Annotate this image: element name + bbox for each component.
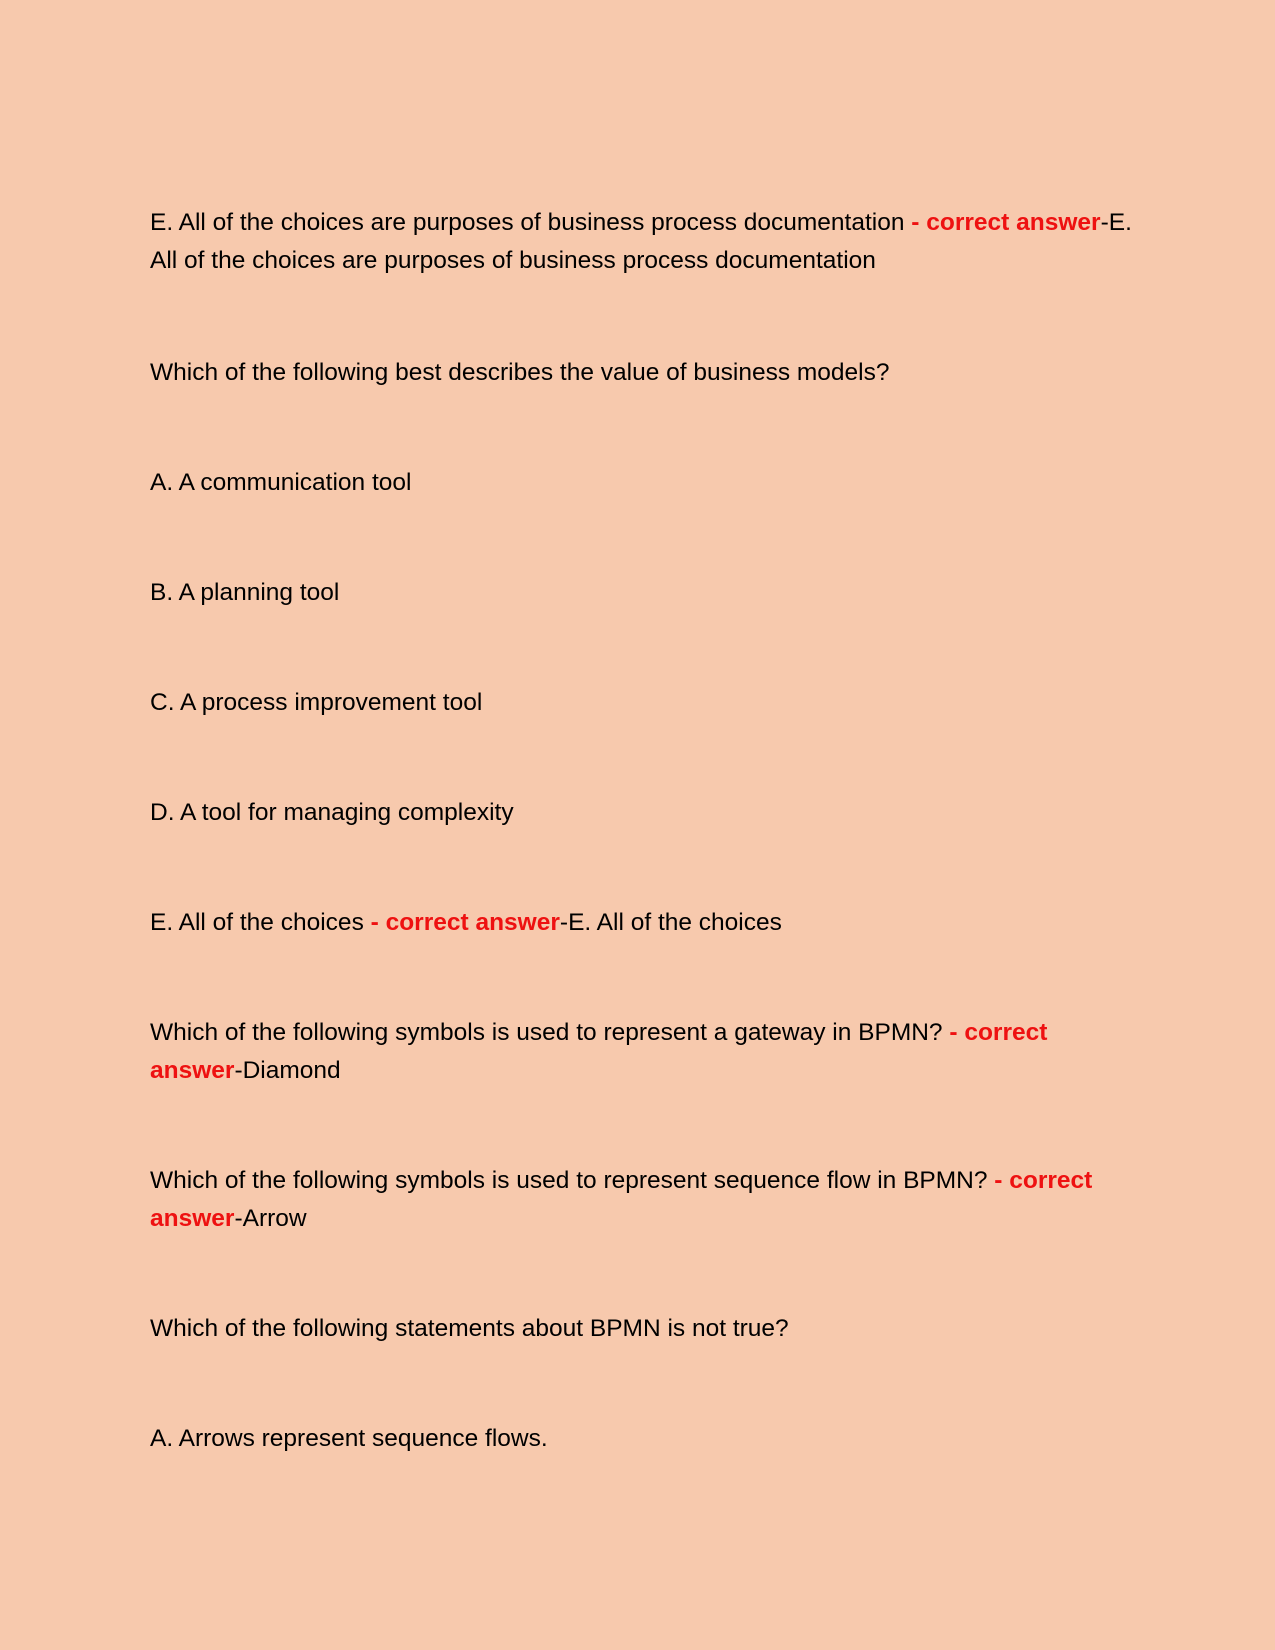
answer-text: -E. All of the choices — [559, 909, 782, 936]
answer-text: -E. All of the choices are purposes of business process documentation — [150, 209, 1132, 274]
choice-paragraph — [150, 464, 1140, 502]
correct-answer-marker: - correct answer — [150, 1167, 1093, 1232]
paragraph-text: B. A planning tool — [150, 579, 340, 606]
paragraph-text: Which of the following best describes the value of business models? — [150, 359, 890, 386]
paragraph-text: Which of the following symbols is used to represent sequence flow in BPMN? — [150, 1167, 995, 1194]
paragraph-text: Which of the following statements about BPMN is not true? — [150, 1315, 789, 1342]
paragraph-text: E. All of the choices are purposes of business process documentation — [150, 209, 912, 236]
question-paragraph — [150, 1310, 1140, 1348]
choice-paragraph — [150, 794, 1140, 832]
paragraph-text: Which of the following symbols is used to represent a gateway in BPMN? — [150, 1019, 950, 1046]
answer-text: -Arrow — [234, 1205, 307, 1232]
question-answer-paragraph — [150, 1162, 1140, 1238]
paragraph-text: C. A process improvement tool — [150, 689, 483, 716]
answer-text: -Diamond — [234, 1057, 341, 1084]
choice-paragraph — [150, 684, 1140, 722]
answer-paragraph — [150, 904, 1140, 942]
paragraph-text: A. Arrows represent sequence flows. — [150, 1425, 548, 1452]
paragraph-text: D. A tool for managing complexity — [150, 799, 514, 826]
answer-paragraph — [150, 204, 1140, 280]
correct-answer-marker: - correct answer — [370, 909, 560, 936]
choice-paragraph — [150, 1420, 1140, 1458]
correct-answer-marker: - correct answer — [911, 209, 1101, 236]
paragraph-text: A. A communication tool — [150, 469, 412, 496]
question-paragraph — [150, 354, 1140, 392]
choice-paragraph — [150, 574, 1140, 612]
paragraph-text: E. All of the choices — [150, 909, 371, 936]
correct-answer-marker: - correct answer — [150, 1019, 1048, 1084]
question-answer-paragraph — [150, 1014, 1140, 1090]
